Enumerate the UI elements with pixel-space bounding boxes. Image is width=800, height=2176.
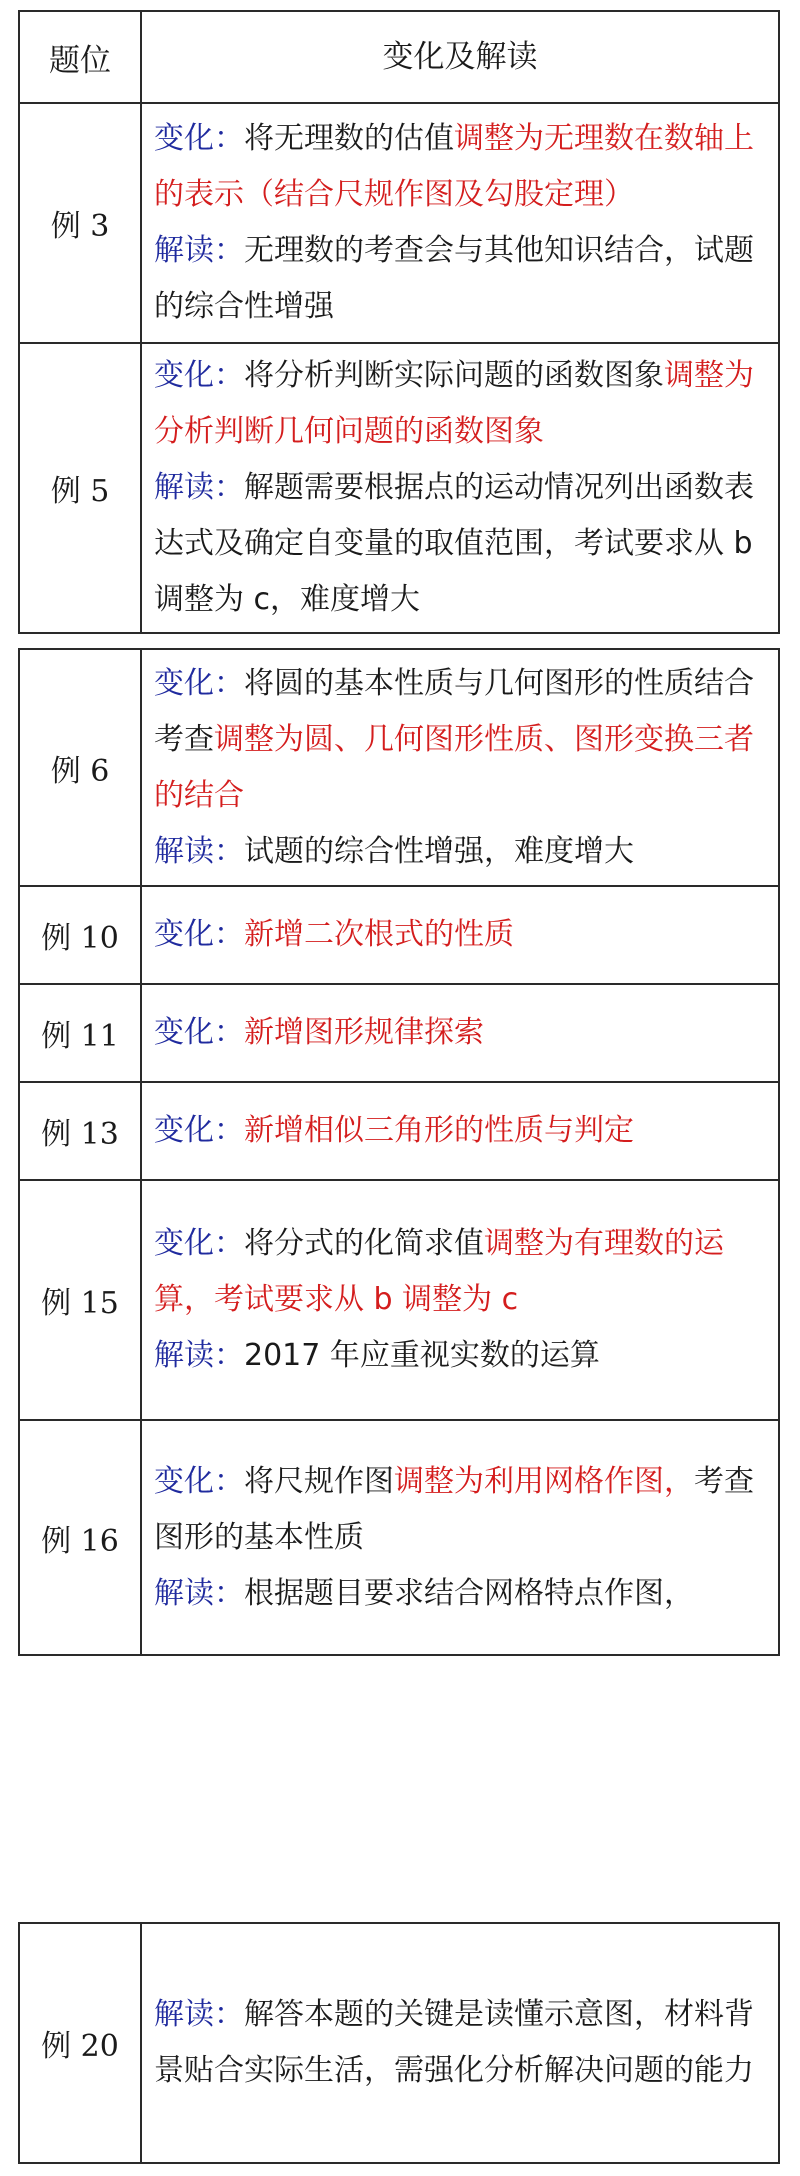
analysis-table-part-3: [18, 1922, 780, 2164]
table-row: [20, 885, 778, 983]
question-number: 例 6: [20, 650, 142, 885]
analysis-table-part-2: [18, 648, 780, 1656]
paragraph-label: 解读：: [154, 1575, 244, 1611]
paragraph-label: 变化：: [154, 917, 244, 952]
body-text: 试题的综合性增强，难度增大: [244, 833, 634, 869]
header-change-interpretation: 变化及解读: [382, 39, 538, 75]
table-row: [20, 342, 778, 632]
question-number: 例 20: [20, 1924, 142, 2162]
table-row: [20, 102, 778, 342]
interpretation-paragraph: [154, 460, 758, 628]
highlighted-text: 新增相似三角形的性质与判定: [244, 1113, 634, 1148]
question-number: 例 16: [20, 1421, 142, 1654]
change-paragraph: [154, 1005, 758, 1061]
interpretation-paragraph: [154, 223, 758, 335]
paragraph-label: 变化：: [154, 121, 244, 156]
paragraph-label: 变化：: [154, 665, 244, 701]
change-paragraph: [154, 907, 758, 963]
highlighted-text: 调整为利用网格作图，: [394, 1463, 694, 1499]
paragraph-label: 解读：: [154, 1338, 244, 1373]
table-row: [20, 650, 778, 885]
paragraph-label: 变化：: [154, 1113, 244, 1148]
table-header-row: [20, 12, 778, 102]
row-content: [142, 344, 778, 632]
question-number: 例 13: [20, 1083, 142, 1179]
table-row: [20, 1419, 778, 1654]
question-number: 例 10: [20, 887, 142, 983]
paragraph-label: 解读：: [154, 1997, 244, 2032]
change-paragraph: [154, 111, 758, 223]
change-paragraph: [154, 348, 758, 460]
question-number: 例 5: [20, 344, 142, 632]
paragraph-label: 解读：: [154, 833, 244, 869]
interpretation-paragraph: [154, 824, 758, 880]
body-text: 根据题目要求结合网格特点作图，: [244, 1575, 694, 1611]
change-paragraph: [154, 656, 758, 824]
body-text: 将无理数的估值: [244, 121, 454, 156]
body-text: 将圆的基本性质与几何图形的性质结合考查: [154, 665, 754, 757]
row-content: [142, 1083, 778, 1179]
row-content: [142, 1181, 778, 1419]
highlighted-text: 新增二次根式的性质: [244, 917, 514, 952]
paragraph-label: 变化：: [154, 358, 244, 393]
body-text: 考查图形的基本性质: [154, 1463, 754, 1555]
body-text: 将分式的化简求值: [244, 1226, 484, 1261]
highlighted-text: 新增图形规律探索: [244, 1015, 484, 1050]
paragraph-label: 解读：: [154, 233, 244, 268]
paragraph-label: 变化：: [154, 1015, 244, 1050]
body-text: 将分析判断实际问题的函数图象: [244, 358, 664, 393]
table-row: [20, 1924, 778, 2162]
body-text: 2017 年应重视实数的运算: [244, 1338, 600, 1373]
header-position: 题位: [20, 12, 142, 102]
question-number: 例 3: [20, 104, 142, 342]
change-paragraph: [154, 1216, 758, 1328]
body-text: 无理数的考查会与其他知识结合，试题的综合性增强: [154, 233, 754, 324]
change-paragraph: [154, 1454, 758, 1566]
paragraph-label: 解读：: [154, 470, 244, 505]
highlighted-text: 调整为分析判断几何问题的函数图象: [154, 358, 754, 449]
row-content: [142, 1421, 778, 1654]
table-row: [20, 1081, 778, 1179]
row-content: [142, 985, 778, 1081]
body-text: 将尺规作图: [244, 1463, 394, 1499]
interpretation-paragraph: [154, 1566, 758, 1622]
paragraph-label: 变化：: [154, 1463, 244, 1499]
highlighted-text: 调整为无理数在数轴上的表示（结合尺规作图及勾股定理）: [154, 121, 754, 212]
interpretation-paragraph: [154, 1987, 758, 2099]
paragraph-label: 变化：: [154, 1226, 244, 1261]
row-content: [142, 104, 778, 342]
table-row: [20, 983, 778, 1081]
highlighted-text: 调整为有理数的运算，考试要求从 b 调整为 c: [154, 1226, 724, 1317]
question-number: 例 11: [20, 985, 142, 1081]
change-paragraph: [154, 1103, 758, 1159]
body-text: 解题需要根据点的运动情况列出函数表达式及确定自变量的取值范围，考试要求从 b 调整为 c，难度增大: [154, 470, 754, 617]
highlighted-text: 调整为圆、几何图形性质、图形变换三者的结合: [154, 721, 754, 813]
row-content: [142, 1924, 778, 2162]
row-content: [142, 887, 778, 983]
analysis-table-part-1: [18, 10, 780, 634]
question-number: 例 15: [20, 1181, 142, 1419]
table-row: [20, 1179, 778, 1419]
body-text: 解答本题的关键是读懂示意图，材料背景贴合实际生活，需强化分析解决问题的能力: [154, 1997, 754, 2088]
interpretation-paragraph: [154, 1328, 758, 1384]
row-content: [142, 650, 778, 885]
